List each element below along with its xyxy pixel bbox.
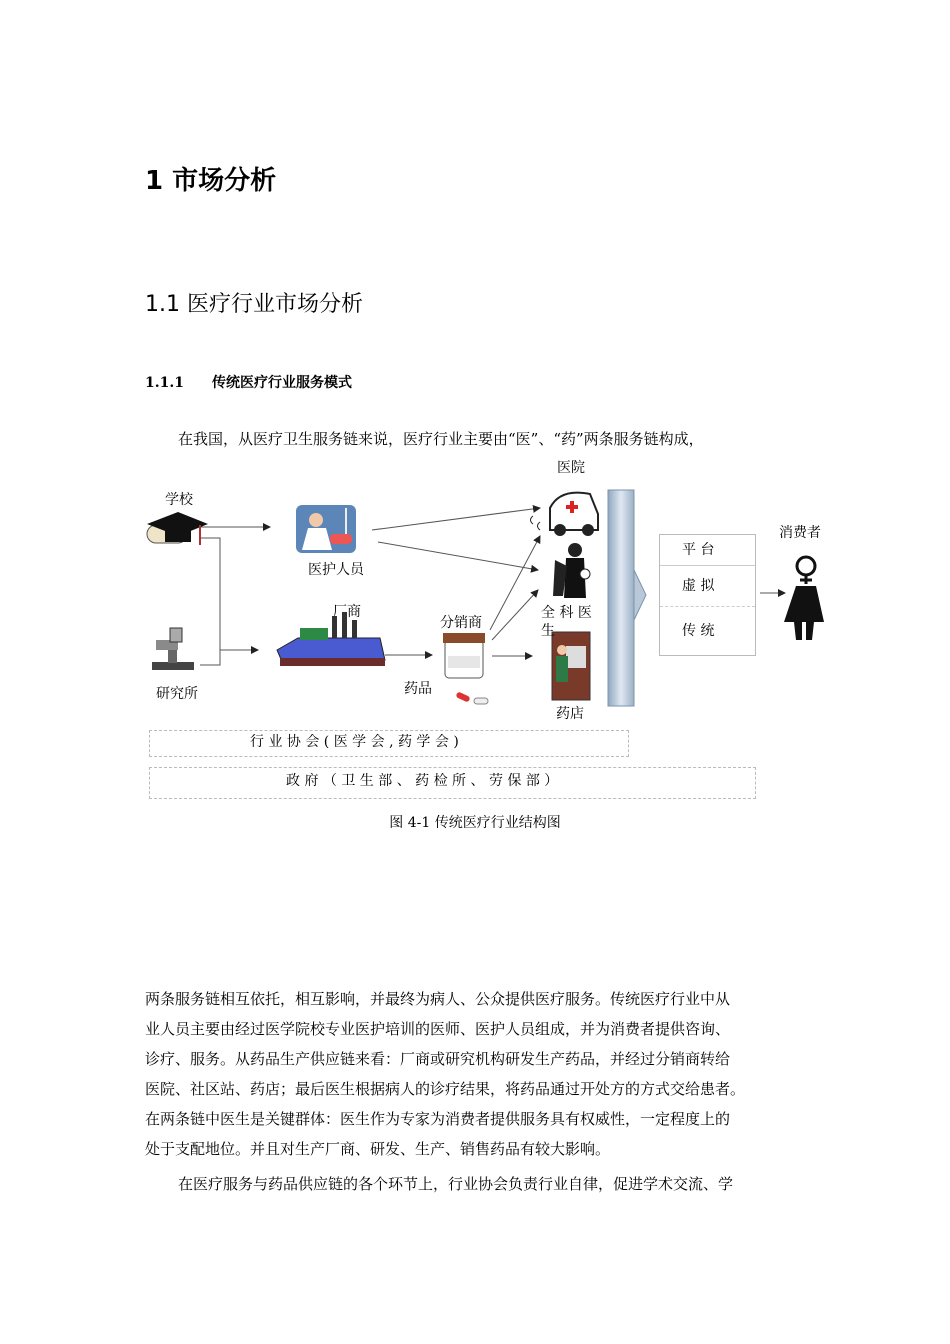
section-heading: 1.1 医疗行业市场分析 (145, 292, 363, 317)
hospital-label: 医院 (557, 460, 585, 476)
consumer-label: 消费者 (779, 525, 821, 541)
research-label: 研究所 (156, 686, 198, 702)
body-line: 诊疗、服务。从药品生产供应链来看：厂商或研究机构研发生产药品，并经过分销商转给 (145, 1050, 731, 1068)
graduation-cap-icon (147, 512, 208, 545)
body-paragraph (145, 984, 745, 1164)
body-line: 业人员主要由经过医学院校专业医护培训的医师、医护人员组成，并为消费者提供咨询、 (145, 1020, 731, 1038)
pharmacy-label: 药店 (556, 706, 584, 722)
intro-paragraph: 在我国，从医疗卫生服务链来说，医疗行业主要由“医”、“药”两条服务链构成， (178, 430, 704, 448)
traditional-row: 传 统 (682, 623, 715, 639)
school-label: 学校 (165, 492, 193, 508)
nurses-label: 医护人员 (308, 562, 364, 578)
virtual-row: 虚 拟 (660, 566, 755, 607)
subsection-number: 1.1.1 (145, 375, 184, 391)
distributor-label: 分销商 (440, 615, 482, 631)
body-line: 在两条链中医生是关键群体：医生作为专家为消费者提供服务具有权威性，一定程度上的 (145, 1110, 731, 1128)
subsection-title: 传统医疗行业服务模式 (211, 375, 352, 391)
body-line: 处于支配地位。并且对生产厂商、研发、生产、销售药品有较大影响。 (145, 1140, 611, 1158)
nurse-icon (296, 505, 356, 553)
body-line: 医院、社区站、药店；最后医生根据病人的诊疗结果，将药品通过开处方的方式交给患者。 (145, 1080, 746, 1098)
ambulance-icon (531, 493, 599, 536)
drugs-label: 药品 (404, 681, 432, 697)
microscope-icon (152, 628, 194, 670)
pharmacy-icon (552, 632, 590, 700)
subsection-heading (145, 372, 352, 392)
platform-box (659, 534, 756, 656)
government-label: 政 府 （ 卫 生 部 、 药 检 所 、 劳 保 部 ） (286, 773, 559, 789)
pill-bottle-icon (443, 633, 488, 704)
next-paragraph: 在医疗服务与药品供应链的各个环节上，行业协会负责行业自律，促进学术交流、学 (178, 1175, 734, 1193)
consumer-icon (784, 557, 824, 640)
body-line: 两条服务链相互依托，相互影响，并最终为病人、公众提供医疗服务。传统医疗行业中从 (145, 990, 731, 1008)
association-box (149, 730, 629, 757)
gp-label-line2: 生 (541, 623, 555, 639)
platform-row: 平 台 (660, 535, 755, 566)
structure-diagram (0, 450, 950, 810)
manufacturer-label: 厂商 (333, 604, 361, 620)
association-label: 行 业 协 会 ( 医 学 会 , 药 学 会 ) (250, 734, 459, 750)
gp-label-line1: 全 科 医 (541, 605, 592, 621)
page-title: 1 市场分析 (145, 166, 277, 196)
channel-pillar (608, 490, 634, 706)
doctor-icon (553, 543, 590, 598)
figure-caption: 图 4-1 传统医疗行业结构图 (389, 815, 561, 831)
factory-icon (277, 612, 385, 666)
government-box (149, 767, 756, 799)
